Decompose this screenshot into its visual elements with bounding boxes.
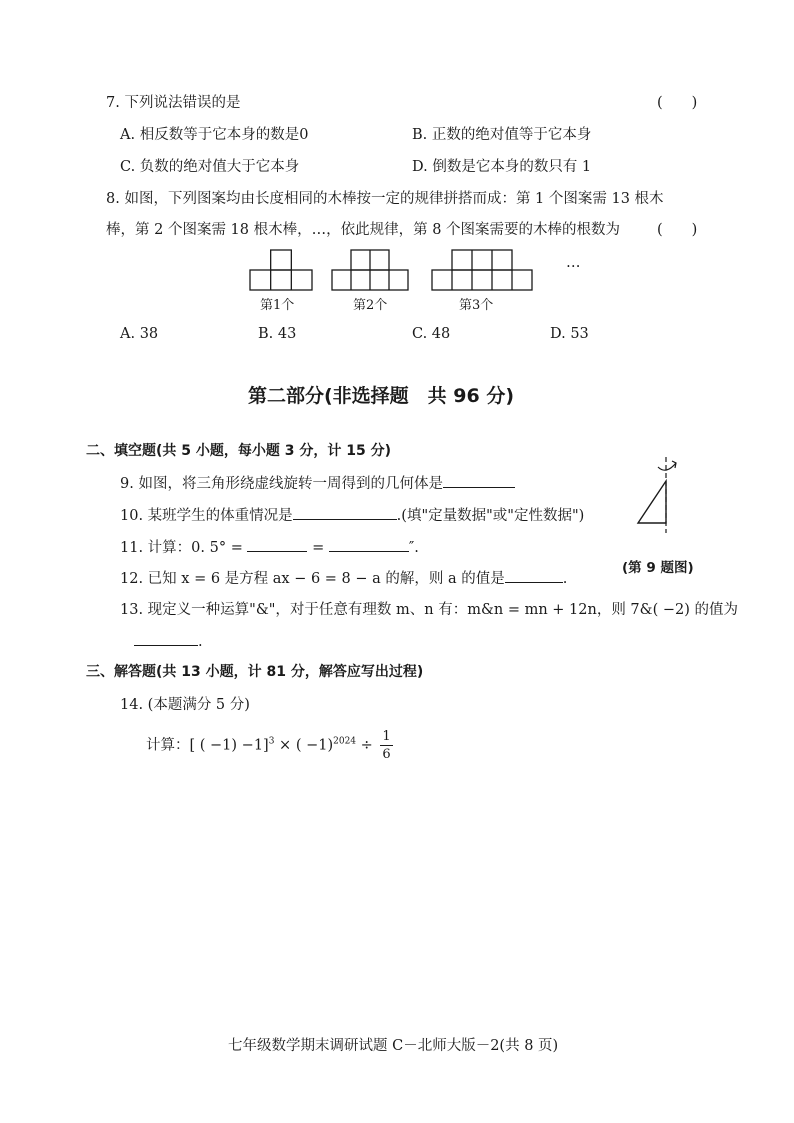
question-12-period: . <box>562 571 568 587</box>
question-13-text: 13. 现定义一种运算"&"，对于任意有理数 m、n 有：m&n = mn + 12n，则 7&( −2) 的值为 <box>120 602 738 618</box>
question-8-answer-paren: ( ) <box>657 222 698 238</box>
page-footer: 七年级数学期末调研试题 C－北师大版－2(共 8 页) <box>228 1038 559 1054</box>
question-9-answer-blank <box>443 473 515 488</box>
triangle <box>638 481 666 523</box>
question-8-line-1: 8. 如图，下列图案均由长度相同的木棒按一定的规律拼搭而成：第 1 个图案需 13 根木 <box>106 191 664 207</box>
question-10-answer-blank <box>293 505 397 520</box>
pattern-figure-1 <box>250 250 312 290</box>
question-8-option-d: D. 53 <box>550 326 589 342</box>
question-11-text: 11. 计算：0. 5° = <box>120 540 243 556</box>
rotation-arrow <box>658 463 676 470</box>
question-12-text: 12. 已知 x = 6 是方程 ax − 6 = 8 − a 的解，则 a 的值是 <box>120 571 505 587</box>
fraction-denominator: 6 <box>382 747 391 762</box>
question-11 <box>120 536 419 557</box>
expression-bracket-part: 计算：[ ( −1) −1] <box>146 737 269 754</box>
part-2-title: 第二部分(非选择题 共 96 分) <box>248 385 515 407</box>
question-13-answer-blank <box>134 631 198 646</box>
exponent-3: 3 <box>268 736 275 747</box>
pattern-figure-3 <box>432 250 532 290</box>
question-13-period: . <box>198 634 203 650</box>
pattern-caption-3: 第3个 <box>459 298 494 313</box>
question-11-minutes-blank <box>247 537 307 552</box>
question-14-expression <box>146 730 393 761</box>
question-12-answer-blank <box>505 568 563 583</box>
question-11-seconds-blank <box>329 537 409 552</box>
question-7-stem: 7. 下列说法错误的是 <box>106 95 241 111</box>
question-11-seconds-unit: ″. <box>408 540 419 556</box>
question-8-option-c: C. 48 <box>412 326 451 342</box>
question-7-option-b: B. 正数的绝对值等于它本身 <box>412 127 592 143</box>
fraction-numerator: 1 <box>382 729 391 744</box>
question-8-option-a: A. 38 <box>120 326 159 342</box>
question-10-text: 10. 某班学生的体重情况是 <box>120 508 293 524</box>
question-7-option-d: D. 倒数是它本身的数只有 1 <box>412 159 592 175</box>
question-7-answer-paren: ( ) <box>657 95 698 111</box>
exponent-2024: 2024 <box>333 736 357 747</box>
question-10 <box>120 504 584 525</box>
section-3-heading: 三、解答题(共 13 小题，计 81 分，解答应写出过程) <box>86 664 424 680</box>
question-8-option-b: B. 43 <box>258 326 297 342</box>
pattern-caption-2: 第2个 <box>353 298 388 313</box>
expression-divide: ÷ <box>356 737 373 754</box>
question-10-hint: .(填"定量数据"或"定性数据") <box>396 508 585 524</box>
question-11-equals: = <box>312 540 325 556</box>
question-12 <box>120 567 567 588</box>
question-7-option-a: A. 相反数等于它本身的数是0 <box>120 127 309 143</box>
pattern-ellipsis: … <box>566 255 581 271</box>
fraction-one-sixth <box>380 730 392 761</box>
pattern-caption-1: 第1个 <box>260 298 295 313</box>
question-7-option-c: C. 负数的绝对值大于它本身 <box>120 159 300 175</box>
question-9-text: 9. 如图，将三角形绕虚线旋转一周得到的几何体是 <box>120 476 443 492</box>
question-14-title: 14. (本题满分 5 分) <box>120 697 250 713</box>
section-2-heading: 二、填空题(共 5 小题，每小题 3 分，计 15 分) <box>86 443 392 459</box>
question-9-figure <box>628 455 698 535</box>
pattern-figure-2 <box>332 250 408 290</box>
question-8-line-2: 棒，第 2 个图案需 18 根木棒，…，依此规律，第 8 个图案需要的木棒的根数为 <box>106 222 621 238</box>
question-9 <box>120 472 515 493</box>
question-13-answer <box>134 631 203 650</box>
expression-power-part: × ( −1) <box>274 737 334 754</box>
figure-9-caption: (第 9 题图) <box>622 560 694 576</box>
